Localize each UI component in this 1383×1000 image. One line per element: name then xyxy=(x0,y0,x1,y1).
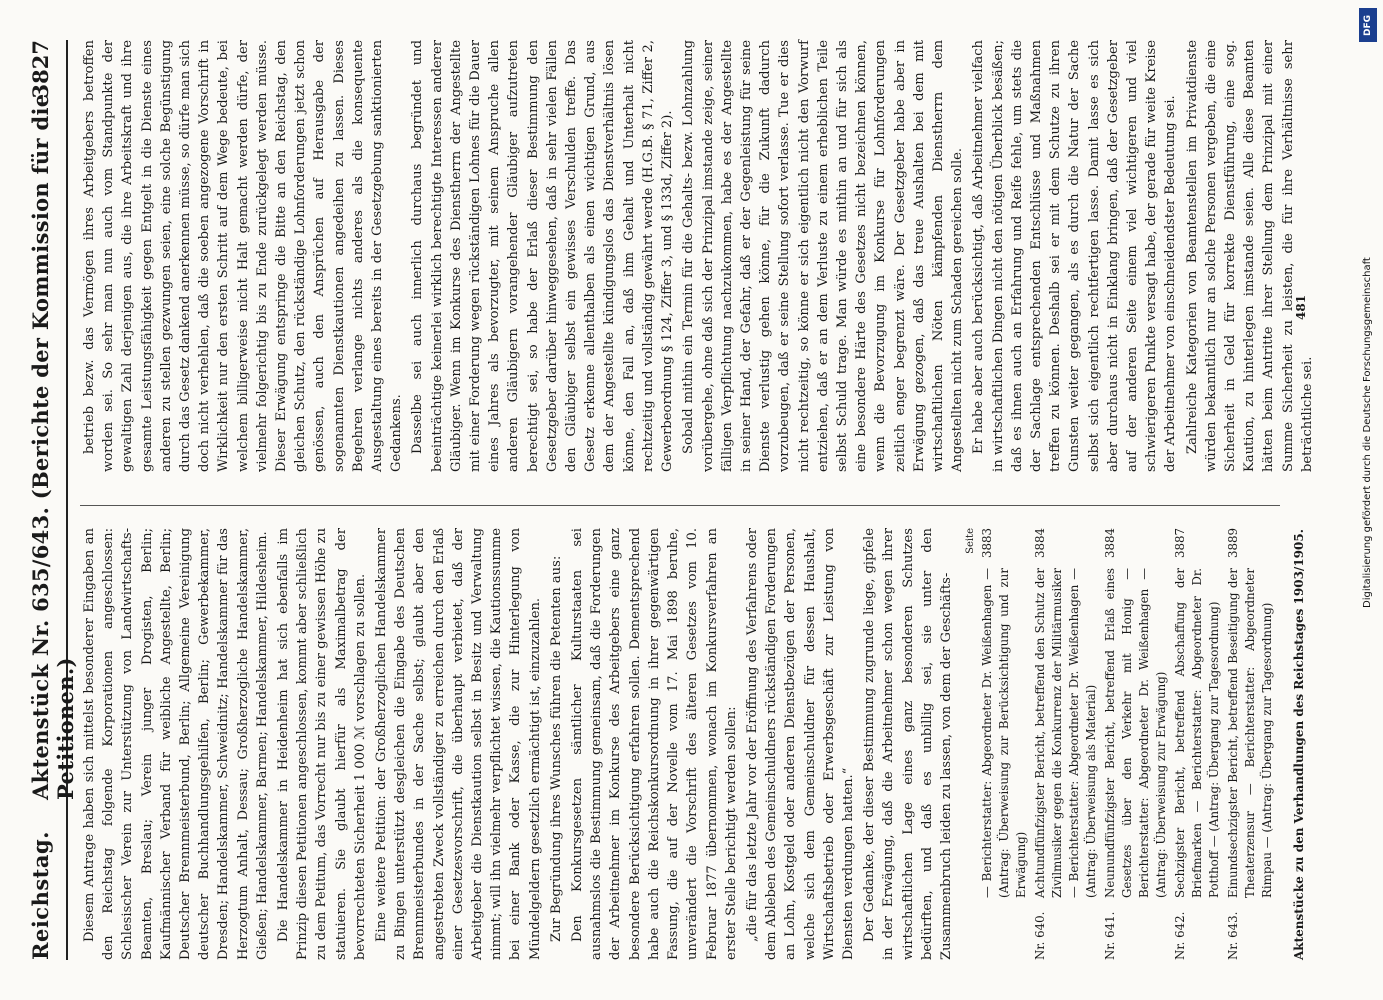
toc-entry xyxy=(1032,528,1100,960)
funding-note: Digitalisierung gefördert durch die Deutsche Forschungsgemeinschaft xyxy=(1362,257,1373,608)
toc-entry xyxy=(1172,528,1223,960)
paragraph: Zur Begründung ihres Wunsches führen die Petenten aus: xyxy=(548,555,564,942)
toc-number: Nr. 640. xyxy=(1033,911,1048,960)
footer-note: Aktenstücke zu den Verhandlungen des Reichstages 1903/1905. xyxy=(1292,529,1306,960)
paragraph: Den Konkursgesetzen sämtlicher Kulturstaaten sei ausnahmslos die Bestimmung gemeinsam, daß die Forderungen der Arbeitnehmer im Konkurse des Arbeitgebers eine ganz besondere Berücksichtigung erfahren sollen. Dementsprechend habe auch die Reichskonkursordnung in ihrer gegenwärtigen Fassung, die auf der Novelle vom 17. Mai 1898 beruhe, unverändert die Vorschrift des älteren Gesetzes vom 10. Februar 1877 übernommen, wonach im Konkursverfahren an erster Stelle berichtigt werden sollen: xyxy=(570,528,739,960)
paragraph: Dasselbe sei auch innerlich durchaus begründet und beeinträchtige keinerlei wirklich berechtigte Interessen anderer Gläubiger. Wenn im Konkurse des Dienstherrn der Angestellte mit einer Forderung wegen rückständigen Lohnes für die Dauer eines Jahres als bevorzugter, mit seinem Anspruche allen anderen Gläubigern vorangehender Gläubiger aufzutreten berechtigt sei, so habe der Erlaß dieser Bestimmung den Gesetzgeber darüber hinweggesehen, daß in sehr vielen Fällen den Gläubiger selbst ein gewisses Verschulden treffe. Das Gesetz erkenne allenthalben als einen wichtigen Grund, aus dem der Angestellte kündigungslos das Dienstverhältnis lösen könne, den Fall an, daß ihm Gehalt und Unterhalt nicht rechtzeitig und vollständig gewährt werde (H.G.B. § 71, Ziffer 2, Gewerbeordnung § 124, Ziffer 3, und § 133d, Ziffer 2). xyxy=(410,40,676,472)
toc-text: Achtundfünfzigster Bericht, betreffend den Schutz der Zivilmusiker gegen die Konkurrenz der Militärmusiker — Berichterstatter: Abgeordneter Dr. Weißenhagen — (Antrag: Überweisung als Material) xyxy=(1033,568,1099,898)
toc-number: Nr. 641. xyxy=(1103,911,1118,960)
header-left: Reichstag. xyxy=(28,831,53,960)
toc-page: 3884 xyxy=(1033,528,1048,559)
toc-page: 3887 xyxy=(1173,528,1188,559)
paragraph: Er habe aber auch berücksichtigt, daß Arbeitnehmer vielfach in wirtschaftlichen Dingen nicht den nötigen Überblick besäßen; daß es ihnen auch an Erfahrung und Reife fehle, um stets die der Sachlage entsprechenden Entschlüsse und Maßnahmen treffen zu können. Deshalb sei er mit dem Schutze zu ihren Gunsten weiter gegangen, als es durch die Natur der Sache selbst sich eigentlich rechtfertigen lasse. Damit lasse es sich aber durchaus nicht in Einklang bringen, daß der Gesetzgeber auf der anderen Seite einem viel wichtigeren und viel schwierigeren Punkte versagt habe, der gerade für weite Kreise der Arbeitnehmer von einschneidendster Bedeutung sei. xyxy=(971,40,1179,472)
quotation: „die für das letzte Jahr vor der Eröffnung des Verfahrens oder dem Ableben des Gemeinschuldners rückständigen Forderungen an Lohn, Kostgeld oder anderen Dienstbezügen der Personen, welche sich dem Gemeinschuldner für dessen Haushalt, Wirtschaftsbetrieb oder Erwerbsgeschäft zur Leistung von Diensten verdungen hatten.“ xyxy=(744,528,856,960)
table-of-contents xyxy=(962,528,1276,960)
paragraph: Eine weitere Petition: der Großherzoglichen Handelskammer zu Bingen unterstützt desgleichen die Eingabe des Deutschen Brennmeisterbundes in der Sache selbst; glaubt aber den angestrebten Zweck vollständiger zu erreichen durch den Erlaß einer Gesetzesvorschrift, die überhaupt verbietet, daß der Arbeitgeber die Dienstkaution selbst in Besitz und Verwaltung nimmt; will ihn vielmehr verpflichtet wissen, die Kautionssumme bei einer Bank oder Kasse, die zur Hinterlegung von Mündelgeldern gesetzlich ermächtigt ist, einzuzahlen. xyxy=(374,528,543,960)
paragraph: betrieb bezw. das Vermögen ihres Arbeitgebers betroffen worden sei. So sehr man nun auch vom Standpunkte der gewaltigen Zahl derjenigen aus, die ihre Arbeitskraft und ihre gesamte Leistungsfähigkeit gegen Entgelt in die Dienste eines anderen zu stellen gezwungen seien, eine solche Begünstigung durch das Gesetz dankend anerkennen müsse, so dürfe man sich doch nicht verhehlen, daß die soeben angezogene Vorschrift in Wirklichkeit nur den ersten Schritt auf dem Wege bedeute, bei welchem billigerweise nicht Halt gemacht werden dürfe, der vielmehr folgerichtig bis zu Ende zurückgelegt werden müsse. Dieser Erwägung entspringe die Bitte an den Reichstag, den gleichen Schutz, den rückständige Lohnforderungen jetzt schon genössen, auch den Ansprüchen auf Herausgabe der sogenannten Dienstkautionen angedeihen zu lassen. Dieses Begehren verlange nichts anderes als die konsequente Ausgestaltung eines bereits in der Gesetzgebung sanktionierten Gedankens. xyxy=(82,40,405,472)
dfg-logo: DFG xyxy=(1359,8,1377,42)
toc-text: Sechzigster Bericht, betreffend Abschaffung der Briefmarken — Berichterstatter: Abgeordneter Dr. Potthoff — (Antrag: Übergang zur Tagesordnung) xyxy=(1173,568,1222,898)
toc-text: Einundsechzigster Bericht, betreffend Beseitigung der Theaterzensur — Berichterstatter: Abgeordneter Rimpau — (Antrag: Übergang zur Tagesordnung) xyxy=(1226,568,1275,898)
toc-entry xyxy=(979,528,1030,960)
column-divider xyxy=(80,505,1280,506)
header-page-number: 3827 xyxy=(28,40,53,99)
digitization-sidebar xyxy=(1357,8,1379,992)
paragraph: Diesem Antrage haben sich mittelst besonderer Eingaben an den Reichstag folgende Korporationen angeschlossen: Schlesischer Verein zur Unterstützung von Landwirtschafts-Beamten, Breslau; Verein junger Drogisten, Berlin; Kaufmännischer Verband für weibliche Angestellte, Berlin; Deutscher Brennmeisterbund, Berlin; Allgemeine Vereinigung deutscher Buchhandlungsgehilfen, Berlin; Gewerbekammer, Dresden; Handelskammer, Schweidnitz; Handelskammer für das Herzogtum Anhalt, Dessau; Großherzogliche Handelskammer, Gießen; Handelskammer, Barmen; Handelskammer, Hildesheim. xyxy=(82,528,270,960)
sheet-number: 481 xyxy=(1294,294,1308,320)
toc-page: 3884 xyxy=(1103,528,1118,559)
toc-text: — Berichterstatter: Abgeordneter Dr. Weißenhagen — (Antrag: Überweisung zur Berücksichtigung und zur Erwägung) xyxy=(980,568,1029,898)
toc-page: 3889 xyxy=(1226,528,1241,559)
toc-number: Nr. 643. xyxy=(1226,911,1241,960)
header-title: Aktenstück Nr. 635/643. (Berichte der Kommission für die Petitionen.) xyxy=(28,93,78,800)
page-header xyxy=(20,40,78,960)
paragraph: Die Handelskammer in Heidenheim hat sich ebenfalls im Prinzip diesen Petitionen angeschlossen, kommt aber schließlich zu dem Petitum, das Vorrecht nur bis zu einer gewissen Höhe zu statuieren. Sie glaubt hierfür als Maximalbetrag der bevorrechteten Sicherheit 1 000 ℳ vorschlagen zu sollen. xyxy=(276,528,368,960)
left-column xyxy=(80,528,1280,960)
toc-entry xyxy=(1225,528,1276,960)
toc-number: Nr. 642. xyxy=(1173,911,1188,960)
paragraph: Sobald mithin ein Termin für die Gehalts- bezw. Lohnzahlung vorübergehe, ohne daß sich der Prinzipal imstande zeige, seiner fälligen Verpflichtung nachzukommen, habe es der Angestellte in seiner Hand, der Gefahr, daß er der Gegenleistung für seine Dienste verlustig gehen könne, für die Zukunft dadurch vorzubeugen, daß er seine Stellung sofort verlasse. Tue er dies nicht rechtzeitig, so könne er sich eigentlich nicht den Vorwurf entziehen, daß er an dem Verluste zu einem erheblichen Teile selbst Schuld trage. Man würde es mithin an und für sich als eine besondere Härte des Gesetzes nicht bezeichnen können, wenn die Bevorzugung im Konkurse für Lohnforderungen zeitlich enger begrenzt wäre. Der Gesetzgeber habe aber in Erwägung gezogen, daß das treue Aushalten bei dem mit wirtschaftlichen Nöten kämpfenden Dienstherrn dem Angestellten nicht zum Schaden gereichen solle. xyxy=(681,40,966,472)
paragraph: Der Gedanke, der dieser Bestimmung zugrunde liege, gipfele in der Erwägung, daß die Arbeitnehmer schon wegen ihrer wirtschaftlichen Lage eines ganz besonderen Schutzes bedürften, und daß es unbillig sei, sie unter den Zusammenbruch leiden zu lassen, von dem der Geschäfts- xyxy=(862,528,954,960)
toc-text: Neunundfünfzigster Bericht, betreffend Erlaß eines Gesetzes über den Verkehr mit Honig — Berichterstatter: Abgeordneter Dr. Weißenhagen — (Antrag: Überweisung zur Erwägung) xyxy=(1103,568,1169,898)
toc-seite-label: Seite xyxy=(965,528,977,554)
toc-entry xyxy=(1102,528,1170,960)
paragraph: Zahlreiche Kategorien von Beamtenstellen im Privatdienste würden bekanntlich nur an solche Personen vergeben, die eine Sicherheit in Geld für korrekte Dienstführung, eine sog. Kaution, zu hinterlegen imstande seien. Alle diese Beamten hätten beim Antritte ihrer Stellung dem Prinzipal mit einer Summe Sicherheit zu leisten, die für ihre Verhältnisse sehr beträchtliche sei. xyxy=(1184,40,1315,472)
toc-page: 3883 xyxy=(980,528,995,559)
